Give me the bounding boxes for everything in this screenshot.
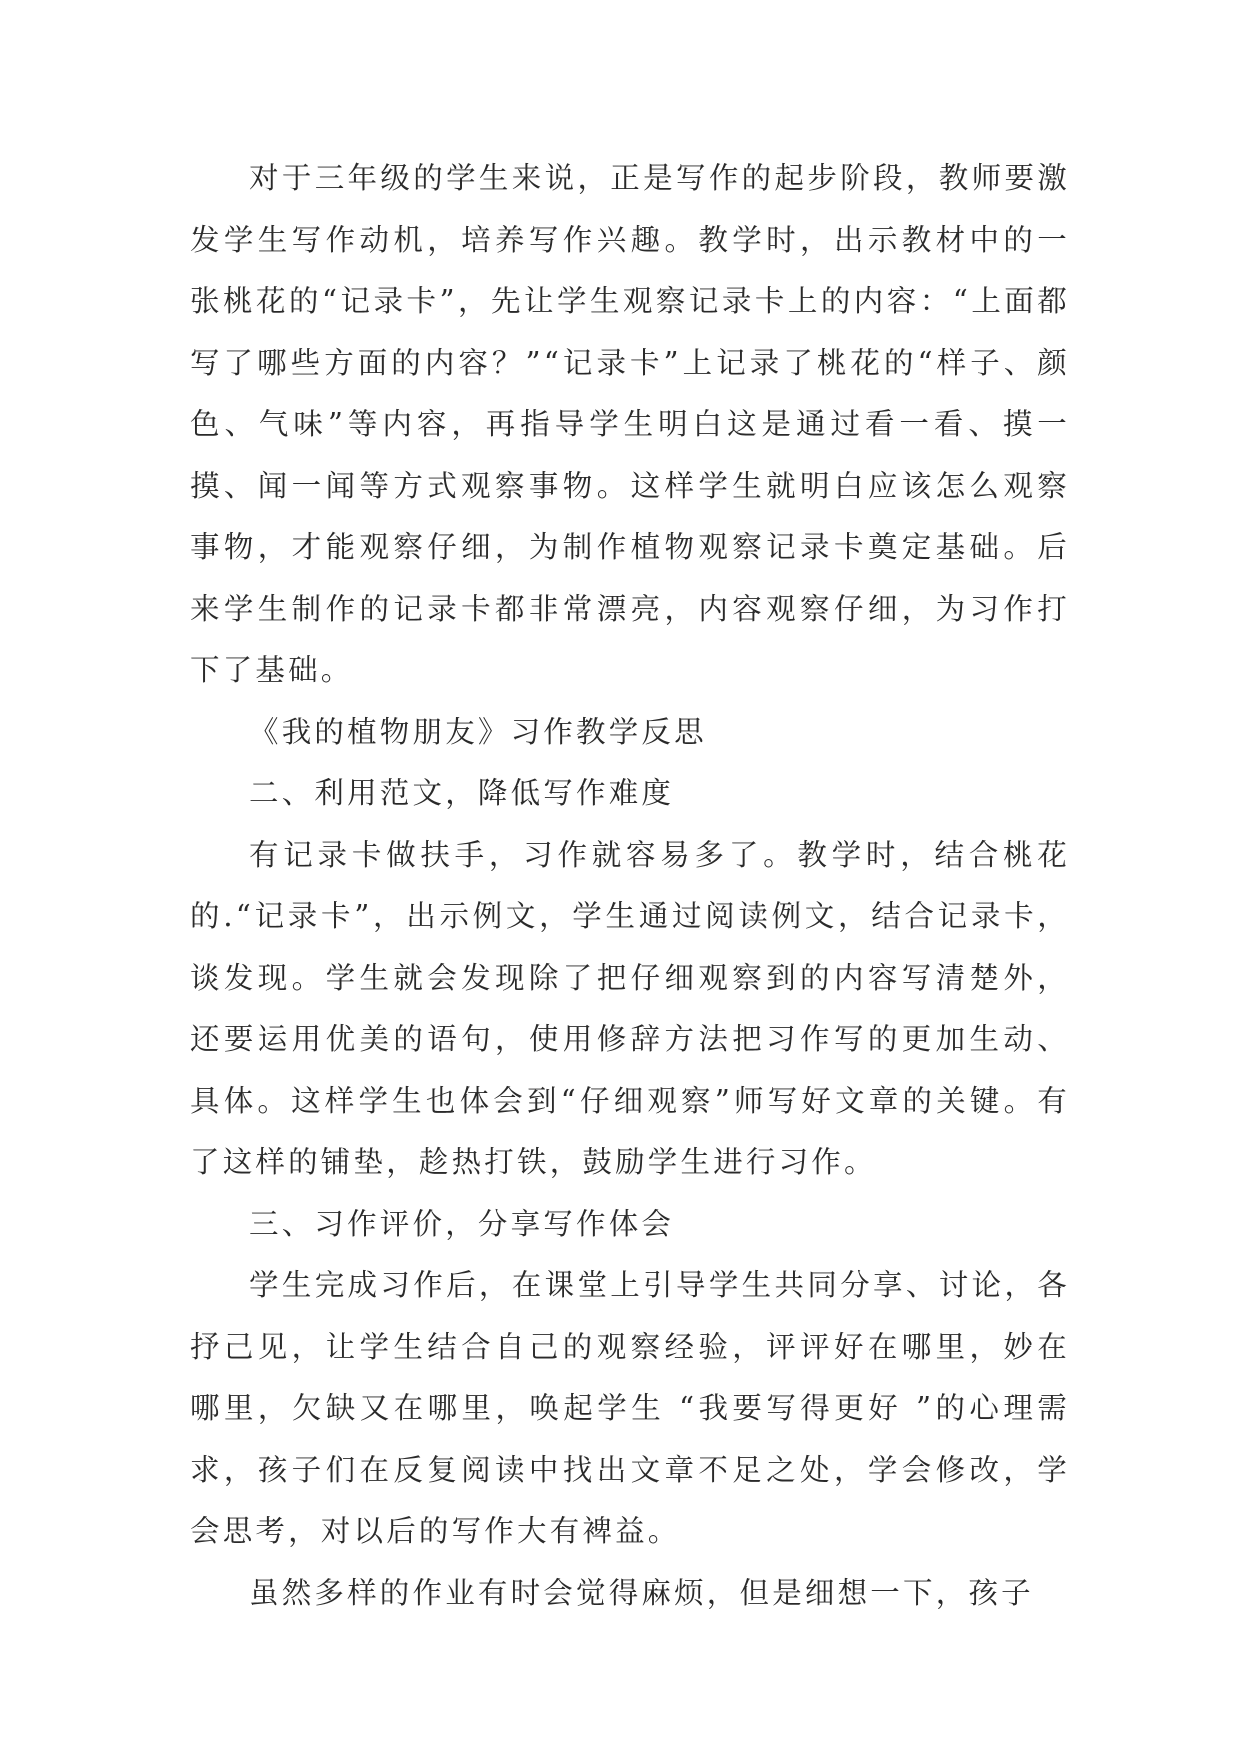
paragraph-intro: 对于三年级的学生来说，正是写作的起步阶段，教师要激发学生写作动机，培养写作兴趣。教学时，出示教材中的一张桃花的“记录卡”，先让学生观察记录卡上的内容：“上面都写了哪些方面的内容？”“记录卡”上记录了桃花的“样子、颜色、气味”等内容，再指导学生明白这是通过看一看、摸一摸、闻一闻等方式观察事物。这样学生就明白应该怎么观察事物，才能观察仔细，为制作植物观察记录卡奠定基础。后来学生制作的记录卡都非常漂亮，内容观察仔细，为习作打下了基础。 (190, 161, 1070, 687)
document-page (190, 148, 1070, 1624)
document-title: 《我的植物朋友》习作教学反思 (249, 714, 707, 749)
section-heading-3: 三、习作评价，分享写作体会 (249, 1206, 675, 1241)
paragraph-closing: 虽然多样的作业有时会觉得麻烦，但是细想一下，孩子 (249, 1575, 1034, 1610)
section-heading-2: 二、利用范文，降低写作难度 (249, 776, 675, 810)
paragraph-section-2: 有记录卡做扶手，习作就容易多了。教学时，结合桃花的.“记录卡”，出示例文，学生通过阅读例文，结合记录卡，谈发现。学生就会发现除了把仔细观察到的内容写清楚外，还要运用优美的语句，使用修辞方法把习作写的更加生动、具体。这样学生也体会到“仔细观察”师写好文章的关键。有了这样的铺垫，趁热打铁，鼓励学生进行习作。 (190, 837, 1070, 1179)
paragraph-section-3: 学生完成习作后，在课堂上引导学生共同分享、讨论，各抒己见，让学生结合自己的观察经验，评评好在哪里，妙在哪里，欠缺又在哪里，唤起学生 “我要写得更好 ”的心理需求，孩子们在反复阅读中找出文章不足之处，学会修改，学会思考，对以后的写作大有裨益。 (190, 1268, 1070, 1548)
